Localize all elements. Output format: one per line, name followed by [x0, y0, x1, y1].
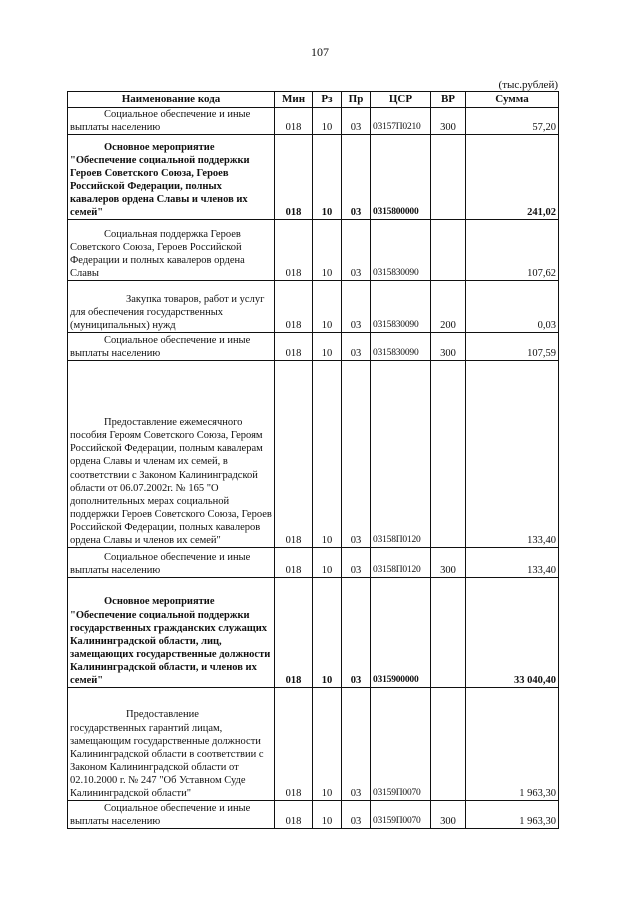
row-pr: 03 — [342, 135, 371, 220]
row-rz: 10 — [313, 220, 342, 281]
row-name: Социальное обеспечение и иные выплаты населению — [68, 801, 275, 829]
row-pr: 03 — [342, 548, 371, 578]
row-pr: 03 — [342, 333, 371, 361]
row-min: 018 — [275, 108, 313, 135]
row-min: 018 — [275, 281, 313, 333]
header-name: Наименование кода — [68, 92, 275, 108]
row-min: 018 — [275, 220, 313, 281]
row-vr — [431, 135, 466, 220]
row-sum: 0,03 — [466, 281, 559, 333]
page-number: 107 — [311, 45, 329, 59]
row-name: Социальное обеспечение и иные выплаты населению — [68, 333, 275, 361]
row-min: 018 — [275, 548, 313, 578]
row-name: Предоставление ежемесячного пособия Героям Советского Союза, Героям Российской Федерации, полным кавалерам ордена Славы и членам их семей, в соответствии с Законом Калининградской области от 06.07.2002г. № 165 "О дополнительных мерах социальной поддержки Героев Советского Союза, Героев Российской Федерации, полных кавалеров ордена Славы и членов их семей" — [68, 361, 275, 548]
table-row — [68, 578, 559, 688]
row-sum: 241,02 — [466, 135, 559, 220]
row-rz: 10 — [313, 135, 342, 220]
row-csr: 0315900000 — [371, 578, 431, 688]
row-name: Основное мероприятие "Обеспечение социальной поддержки Героев Советского Союза, Героев Российской Федерации, полных кавалеров ордена Славы и членов их семей" — [68, 135, 275, 220]
row-min: 018 — [275, 578, 313, 688]
table-row — [68, 361, 559, 548]
table-header-row — [68, 92, 559, 108]
header-sum: Сумма — [466, 92, 559, 108]
row-sum: 33 040,40 — [466, 578, 559, 688]
row-csr: 03159П0070 — [371, 801, 431, 829]
row-sum: 57,20 — [466, 108, 559, 135]
row-min: 018 — [275, 801, 313, 829]
row-vr: 300 — [431, 333, 466, 361]
row-sum: 1 963,30 — [466, 801, 559, 829]
row-rz: 10 — [313, 801, 342, 829]
row-csr: 0315800000 — [371, 135, 431, 220]
row-sum: 133,40 — [466, 361, 559, 548]
row-sum: 1 963,30 — [466, 688, 559, 801]
table-row — [68, 548, 559, 578]
row-pr: 03 — [342, 361, 371, 548]
row-vr — [431, 688, 466, 801]
row-name: Социальное обеспечение и иные выплаты населению — [68, 548, 275, 578]
row-csr: 03157П0210 — [371, 108, 431, 135]
row-csr: 0315830090 — [371, 333, 431, 361]
table-row — [68, 801, 559, 829]
row-name: Социальное обеспечение и иные выплаты населению — [68, 108, 275, 135]
row-rz: 10 — [313, 688, 342, 801]
row-name: Предоставление государственных гарантий лицам, замещающим государственные должности Калининградской области в соответствии с Законом Калининградской области от 02.10.2000 г. № 247 "Об Уставном Суде Калининградской области" — [68, 688, 275, 801]
row-vr: 300 — [431, 548, 466, 578]
table-row — [68, 108, 559, 135]
row-min: 018 — [275, 688, 313, 801]
row-vr — [431, 578, 466, 688]
row-csr: 0315830090 — [371, 281, 431, 333]
row-vr — [431, 220, 466, 281]
row-min: 018 — [275, 361, 313, 548]
row-name: Закупка товаров, работ и услуг для обеспечения государственных (муниципальных) нужд — [68, 281, 275, 333]
row-pr: 03 — [342, 578, 371, 688]
row-rz: 10 — [313, 578, 342, 688]
header-pr: Пр — [342, 92, 371, 108]
row-rz: 10 — [313, 548, 342, 578]
header-min: Мин — [275, 92, 313, 108]
row-vr: 300 — [431, 801, 466, 829]
row-min: 018 — [275, 135, 313, 220]
row-pr: 03 — [342, 801, 371, 829]
table-row — [68, 688, 559, 801]
row-rz: 10 — [313, 333, 342, 361]
table-row — [68, 220, 559, 281]
row-pr: 03 — [342, 108, 371, 135]
row-pr: 03 — [342, 281, 371, 333]
row-sum: 107,62 — [466, 220, 559, 281]
table-row — [68, 281, 559, 333]
table-row — [68, 135, 559, 220]
row-sum: 133,40 — [466, 548, 559, 578]
header-vr: ВР — [431, 92, 466, 108]
budget-table — [67, 91, 559, 829]
header-csr: ЦСР — [371, 92, 431, 108]
row-name: Основное мероприятие "Обеспечение социальной поддержки государственных гражданских служащих Калининградской области, лиц, замещающих государственные должности Калининградской области, и членов их семей" — [68, 578, 275, 688]
units-note: (тыс.рублей) — [498, 79, 558, 91]
row-csr: 03158П0120 — [371, 548, 431, 578]
header-rz: Рз — [313, 92, 342, 108]
row-min: 018 — [275, 333, 313, 361]
row-sum: 107,59 — [466, 333, 559, 361]
row-pr: 03 — [342, 688, 371, 801]
row-rz: 10 — [313, 361, 342, 548]
row-csr: 03159П0070 — [371, 688, 431, 801]
row-csr: 0315830090 — [371, 220, 431, 281]
row-vr — [431, 361, 466, 548]
row-pr: 03 — [342, 220, 371, 281]
row-rz: 10 — [313, 281, 342, 333]
table-row — [68, 333, 559, 361]
row-rz: 10 — [313, 108, 342, 135]
row-name: Социальная поддержка Героев Советского Союза, Героев Российской Федерации и полных кавалеров ордена Славы — [68, 220, 275, 281]
row-vr: 200 — [431, 281, 466, 333]
row-csr: 03158П0120 — [371, 361, 431, 548]
row-vr: 300 — [431, 108, 466, 135]
